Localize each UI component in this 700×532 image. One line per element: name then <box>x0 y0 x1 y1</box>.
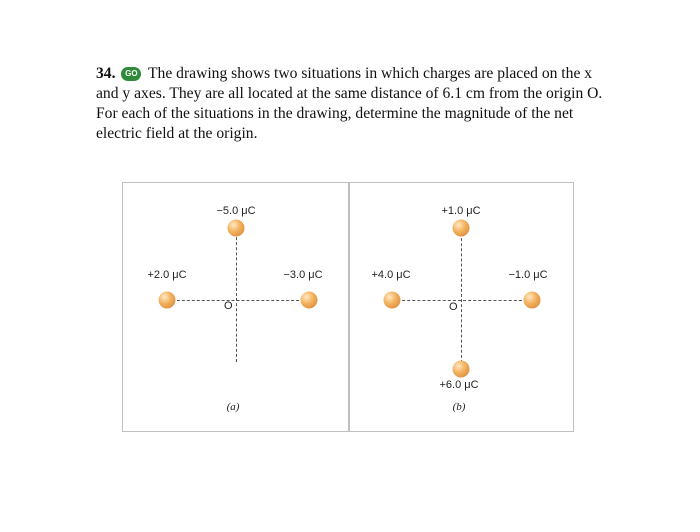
charge-left-a <box>159 292 176 309</box>
y-axis-b <box>461 228 462 368</box>
charge-bottom-b <box>453 361 470 378</box>
charge-label-top-a: −5.0 μC <box>216 205 256 217</box>
charge-right-a <box>301 292 318 309</box>
problem-number: 34. <box>96 65 116 82</box>
charge-label-right-a: −3.0 μC <box>283 269 323 281</box>
problem-statement <box>96 64 611 144</box>
charge-top-a <box>228 220 245 237</box>
charge-label-right-b: −1.0 μC <box>508 269 548 281</box>
caption-a: (a) <box>226 401 240 413</box>
charge-left-b <box>384 292 401 309</box>
charge-right-b <box>524 292 541 309</box>
origin-label-a: O <box>224 300 233 312</box>
origin-label-b: O <box>449 301 458 313</box>
figure <box>122 182 574 432</box>
charge-label-bottom-b: +6.0 μC <box>439 379 479 391</box>
problem-text: The drawing shows two situations in which charges are placed on the x and y axes. They are all located at the same distance of 6.1 cm from the origin O. For each of the situations in the drawing, determine the magnitude of the net electric field at the origin. <box>96 65 603 142</box>
charge-label-left-b: +4.0 μC <box>371 269 411 281</box>
charge-top-b <box>453 220 470 237</box>
go-icon[interactable]: GO <box>121 67 141 81</box>
y-axis-a <box>236 232 237 362</box>
figure-divider <box>348 183 350 431</box>
x-axis-a <box>167 300 309 301</box>
charge-label-top-b: +1.0 μC <box>441 205 481 217</box>
x-axis-b <box>392 300 532 301</box>
charge-label-left-a: +2.0 μC <box>147 269 187 281</box>
caption-b: (b) <box>452 401 466 413</box>
